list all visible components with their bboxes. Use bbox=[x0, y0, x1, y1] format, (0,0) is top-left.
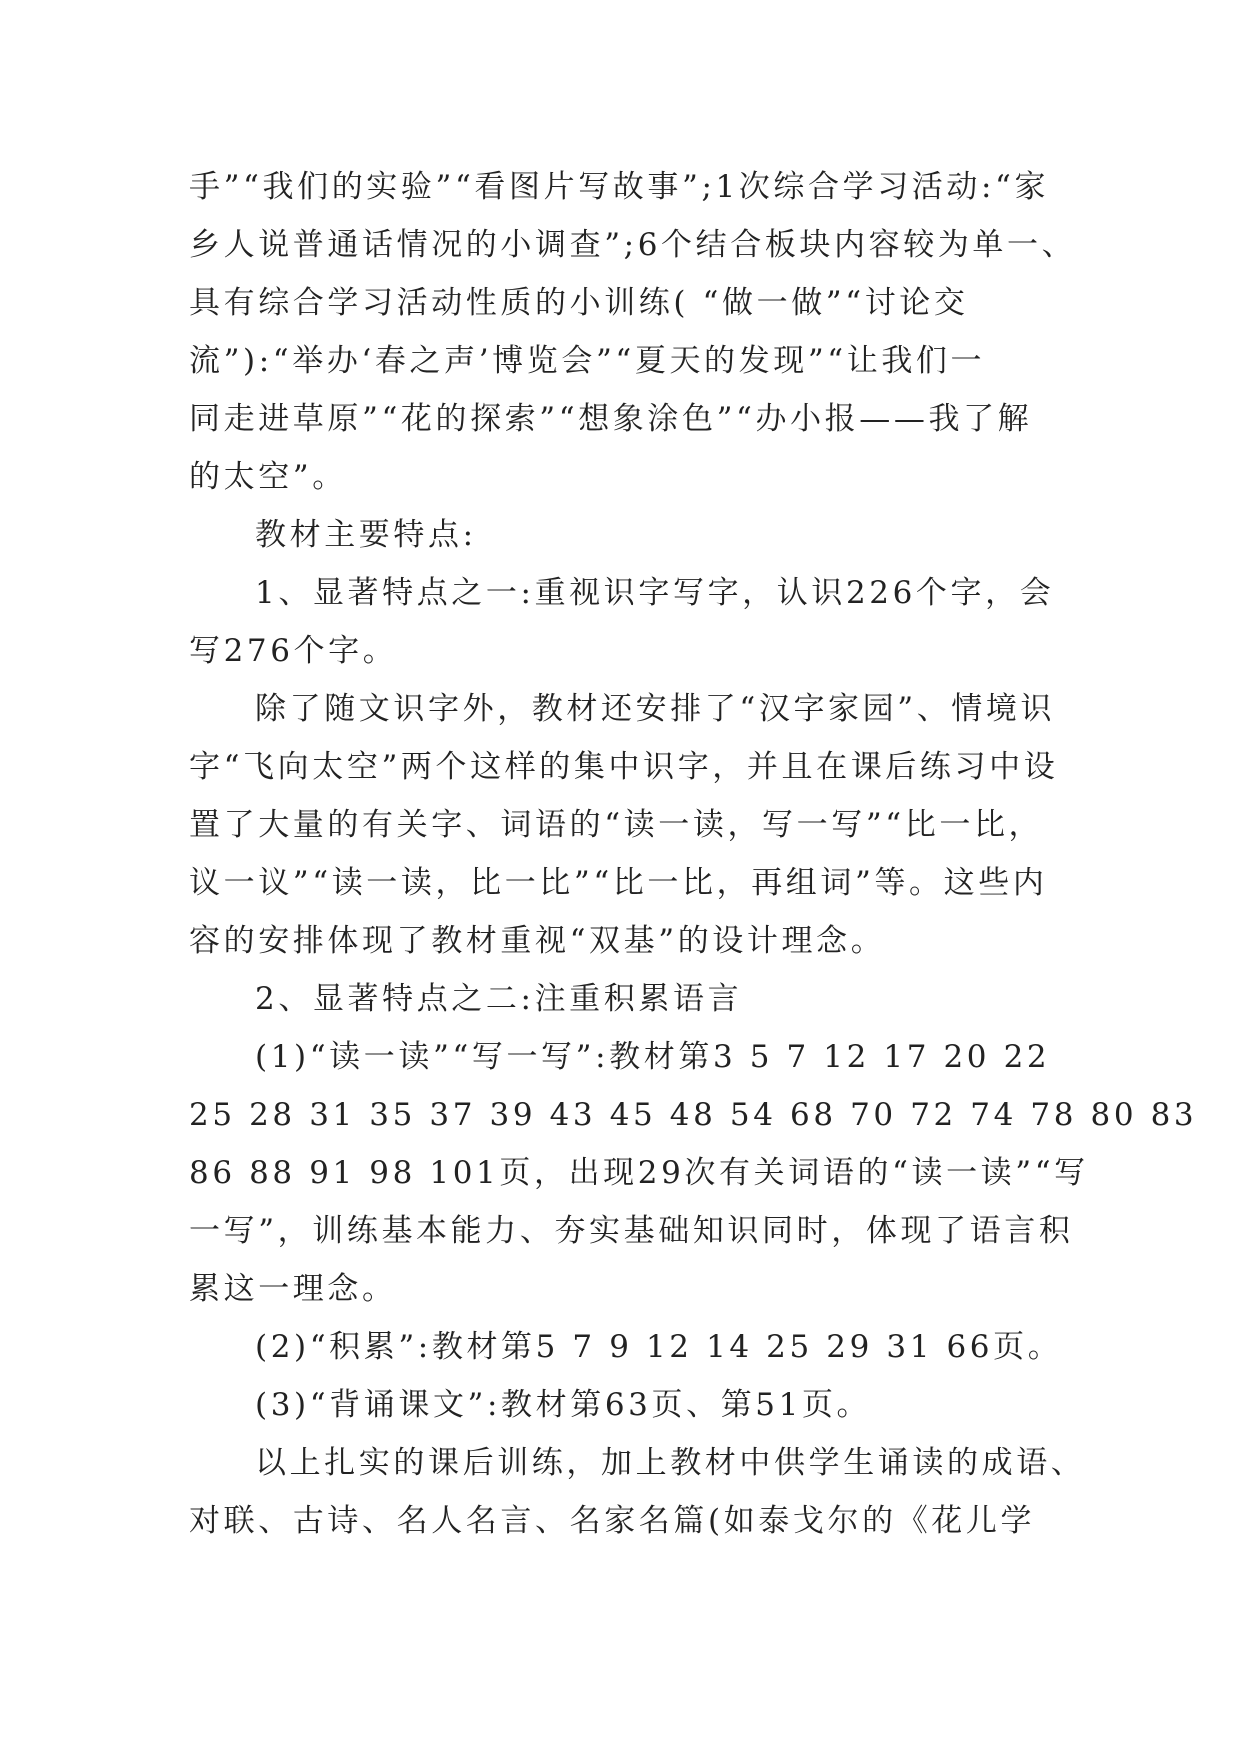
text-line: 的太空”。 bbox=[189, 459, 347, 495]
text-line: 流”):“举办‘春之声’博览会”“夏天的发现”“让我们一 bbox=[189, 343, 986, 379]
list-item: (3)“背诵课文”:教材第63页、第51页。 bbox=[255, 1387, 872, 1423]
body-text bbox=[189, 158, 1198, 1550]
text-line: 对联、古诗、名人名言、名家名篇(如泰戈尔的《花儿学 bbox=[189, 1503, 1036, 1539]
list-item: (2)“积累”:教材第5 7 9 12 14 25 29 31 66页。 bbox=[255, 1329, 1063, 1365]
paragraph-start: 除了随文识字外，教材还安排了“汉字家园”、情境识 bbox=[255, 691, 1056, 727]
paragraph-start: 以上扎实的课后训练，加上教材中供学生诵读的成语、 bbox=[255, 1445, 1086, 1481]
text-line: 容的安排体现了教材重视“双基”的设计理念。 bbox=[189, 923, 886, 959]
text-line: 累这一理念。 bbox=[189, 1271, 397, 1307]
text-line: 同走进草原”“花的探索”“想象涂色”“办小报——我了解 bbox=[189, 401, 1033, 437]
feature-heading: 1、显著特点之一:重视识字写字，认识226个字，会 bbox=[255, 575, 1055, 611]
text-line: 一写”，训练基本能力、夯实基础知识同时，体现了语言积 bbox=[189, 1213, 1074, 1249]
text-line: 具有综合学习活动性质的小训练( “做一做”“讨论交 bbox=[189, 285, 969, 321]
text-line: 86 88 91 98 101页，出现29次有关词语的“读一读”“写 bbox=[189, 1155, 1089, 1191]
text-line: 写276个字。 bbox=[189, 633, 398, 669]
feature-heading: 2、显著特点之二:注重积累语言 bbox=[255, 981, 743, 1017]
text-line: 手”“我们的实验”“看图片写故事”;1次综合学习活动:“家 bbox=[189, 169, 1050, 205]
text-line: 置了大量的有关字、词语的“读一读，写一写”“比一比， bbox=[189, 807, 1044, 843]
text-line: 乡人说普通话情况的小调查”;6个结合板块内容较为单一、 bbox=[189, 227, 1077, 263]
section-heading: 教材主要特点: bbox=[255, 517, 477, 553]
text-line: 25 28 31 35 37 39 43 45 48 54 68 70 72 74 78 80 83 bbox=[189, 1097, 1198, 1133]
list-item: (1)“读一读”“写一写”:教材第3 5 7 12 17 20 22 bbox=[255, 1039, 1051, 1075]
text-line: 字“飞向太空”两个这样的集中识字，并且在课后练习中设 bbox=[189, 749, 1059, 785]
text-line: 议一议”“读一读，比一比”“比一比，再组词”等。这些内 bbox=[189, 865, 1048, 901]
